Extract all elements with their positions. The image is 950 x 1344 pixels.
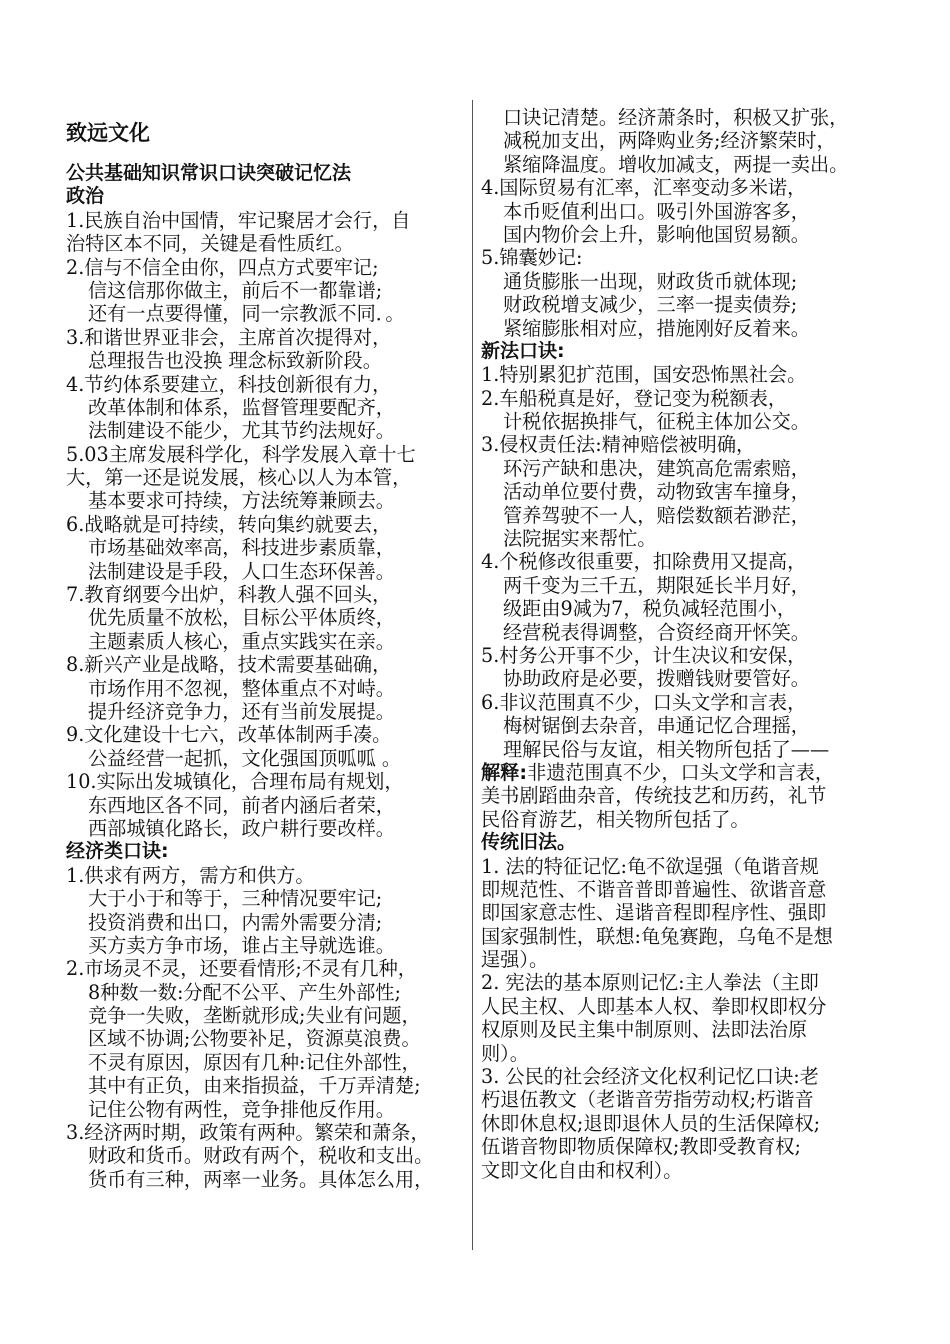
right-text-block [481, 106, 889, 1182]
text-line: 2. 宪法的基本原则记忆:主人拳法（主即 [481, 971, 819, 995]
text-line: 人民主权、人即基本人权、拳即权即权分 [481, 994, 827, 1018]
text-line: 则）。 [481, 1041, 529, 1065]
text-line: 东西地区各不同，前者内涵后者荣， [88, 793, 395, 817]
section-heading: 公共基础知识常识口诀突破记忆法 [66, 162, 352, 184]
text-line: 1.民族自治中国情，牢记聚居才会行，自 [66, 208, 411, 232]
text-line: 还有一点要得懂，同一宗教派不同．。 [88, 302, 405, 326]
text-line: 民俗育游艺，相关物所包括了。 [481, 807, 750, 831]
text-line: 区域不协调;公物要补足，资源莫浪费。 [88, 1027, 421, 1051]
text-line: 信这信那你做主，前后不一都靠谱; [88, 278, 383, 302]
section-heading: 经济类口诀: [66, 840, 169, 863]
text-line: 不灵有原因，原因有几种:记住外部性， [88, 1050, 421, 1074]
text-line: 3.经济两时期，政策有两种。繁荣和萧条， [66, 1121, 430, 1145]
text-line: 市场作用不忽视，整体重点不对峙。 [88, 676, 395, 700]
column-divider [472, 100, 473, 1250]
text-line: 休即休息权;退即退休人员的生活保障权; [481, 1111, 821, 1135]
text-line: 美书剧蹈曲杂音，传统技艺和历药，礼节 [481, 784, 827, 808]
text-line: 其中有正负，由来指损益，千万弄清楚; [88, 1074, 421, 1098]
text-line: 3.和谐世界亚非会，主席首次提得对， [66, 325, 392, 349]
text-line: 紧缩降温度。增收加减支，两提一卖出。 [503, 152, 849, 176]
text-line: 文即文化自由和权利）。 [481, 1158, 683, 1182]
text-line: 优先质量不放松，目标公平体质终， [88, 606, 395, 630]
text-line: 权原则及民主集中制原则、法即法治原 [481, 1018, 808, 1042]
text-line: 4.个税修改很重要，扣除费用又提高， [481, 550, 807, 574]
text-line: 2.市场灵不灵，还要看情形;不灵有几种， [66, 957, 417, 981]
text-line: 买方卖方争市场，谁占主导就选谁。 [88, 933, 395, 957]
text-line: 提升经济竞争力，还有当前发展提。 [88, 699, 395, 723]
text-line: 10.实际出发城镇化，合理布局有规划， [66, 770, 404, 794]
text-line: 西部城镇化路长，政户耕行要改样。 [88, 816, 395, 840]
text-line: 5.03主席发展科学化，科学发展入章十七 [66, 442, 416, 466]
text-line: 紧缩膨胀相对应，措施刚好反着来。 [503, 316, 810, 340]
text-line: 7.教育纲要今出炉，科教人强不回头， [66, 583, 392, 607]
text-line: 1.特别累犯扩范围，国安恐怖黑社会。 [481, 363, 807, 387]
text-line: 经营税表得调整，合资经商开怀笑。 [503, 620, 810, 644]
text-line: 8种数一数:分配不公平、产生外部性; [88, 980, 401, 1004]
left-text-block [66, 162, 464, 1191]
section-heading: 传统旧法。 [481, 831, 577, 854]
text-line: 即国家意志性、逞谐音程即程序性、强即 [481, 901, 827, 925]
text-line: 通货膨胀一出现，财政货币就体现; [503, 269, 798, 293]
inline-text: 非遗范围真不少，口头文学和言表， [527, 760, 835, 784]
section-heading: 政治 [66, 185, 105, 208]
text-line: 治特区本不同，关键是看性质红。 [66, 232, 354, 256]
text-line: 即规范性、不谐音普即普遍性、欲谐音意 [481, 877, 827, 901]
text-line: 大于小于和等于，三种情况要牢记; [88, 887, 383, 911]
text-line: 5.锦囊妙记: [481, 246, 583, 270]
text-line: 1.供求有两方，需方和供方。 [66, 863, 315, 887]
text-line: 3.侵权责任法:精神赔偿被明确， [481, 433, 756, 457]
text-line: 减税加支出，两降购业务;经济繁荣时， [503, 129, 836, 153]
text-line: 5.村务公开事不少，计生决议和安保， [481, 643, 807, 667]
text-line: 活动单位要付费，动物致害车撞身， [503, 480, 810, 504]
left-column [66, 118, 464, 1191]
right-column [481, 106, 889, 1182]
text-line: 级距由9减为7，税负减轻范围小， [503, 597, 797, 621]
text-line: 协助政府是必要，拨赠钱财要管好。 [503, 667, 810, 691]
text-line [481, 761, 889, 784]
text-line: 货币有三种，两率一业务。具体怎么用， [88, 1167, 434, 1191]
text-line: 国家强制性，联想:龟兔赛跑，乌龟不是想 [481, 924, 833, 948]
text-line: 伍谐音物即物质保障权;教即受教育权; [481, 1135, 801, 1159]
text-line: 改革体制和体系，监督管理要配齐， [88, 395, 395, 419]
text-line: 逞强）。 [481, 948, 549, 972]
text-line: 公益经营一起抓，文化强国顶呱呱 。 [88, 746, 402, 770]
text-line: 朽退伍教文（老谐音劳指劳动权;朽谐音 [481, 1088, 814, 1112]
text-line: 1. 法的特征记忆:龟不欲逞强（龟谐音规 [481, 854, 819, 878]
text-line: 国内物价会上升，影响他国贸易额。 [503, 222, 810, 246]
text-line: 市场基础效率高，科技进步素质靠， [88, 536, 395, 560]
text-line: 两千变为三千五，期限延长半月好， [503, 573, 810, 597]
text-line: 口诀记清楚。经济萧条时，积极又扩张， [503, 106, 849, 129]
text-line: 法制建设不能少，尤其节约法规好。 [88, 419, 395, 443]
text-line: 竞争一失败，垄断就形成;失业有问题， [88, 1004, 421, 1028]
document-title: 致远文化 [66, 121, 150, 145]
text-line: 管养驾驶不一人，赔偿数额若渺茫， [503, 503, 810, 527]
text-line: 6.非议范围真不少，口头文学和言表， [481, 690, 807, 714]
text-line: 4.国际贸易有汇率，汇率变动多米诺， [481, 176, 807, 200]
text-line: 法制建设是手段，人口生态环保善。 [88, 559, 395, 583]
text-line: 9.文化建设十七六，改革体制两手凑。 [66, 723, 392, 747]
text-line: 财政税增支减少，三率一提卖债券; [503, 293, 798, 317]
text-line: 本币贬值利出口。吸引外国游客多， [503, 199, 810, 223]
text-line: 环污产缺和患决，建筑高危需索赔， [503, 456, 810, 480]
inline-label: 解释: [481, 760, 528, 784]
text-line: 投资消费和出口，内需外需要分清; [88, 910, 383, 934]
text-line: 总理报告也没换 理念标致新阶段。 [88, 349, 382, 373]
text-line: 基本要求可持续，方法统筹兼顾去。 [88, 489, 395, 513]
text-line: 梅树锯倒去杂音，串通记忆合理摇， [503, 714, 810, 738]
text-line: 记住公物有两性，竞争排他反作用。 [88, 1097, 395, 1121]
text-line: 8.新兴产业是战略，技术需要基础确， [66, 653, 392, 677]
text-line: 计税依据换排气，征税主体加公交。 [503, 410, 810, 434]
text-line: 4.节约体系要建立，科技创新很有力， [66, 372, 392, 396]
text-line: 2.信与不信全由你，四点方式要牢记; [66, 255, 379, 279]
text-line: 理解民俗与友谊，相关物所包括了—— [503, 737, 830, 761]
text-line: 3. 公民的社会经济文化权利记忆口诀:老 [481, 1065, 819, 1089]
text-line: 6.战略就是可持续，转向集约就要去， [66, 512, 392, 536]
section-heading: 新法口诀: [481, 339, 565, 362]
text-line: 法院据实来帮忙。 [503, 527, 657, 551]
text-line: 2.车船税真是好，登记变为税额表， [481, 386, 788, 410]
text-line: 财政和货币。财政有两个，税收和支出。 [88, 1144, 434, 1168]
text-line: 大，第一还是说发展，核心以人为本管， [66, 466, 412, 490]
text-line: 主题素质人核心，重点实践实在亲。 [88, 629, 395, 653]
